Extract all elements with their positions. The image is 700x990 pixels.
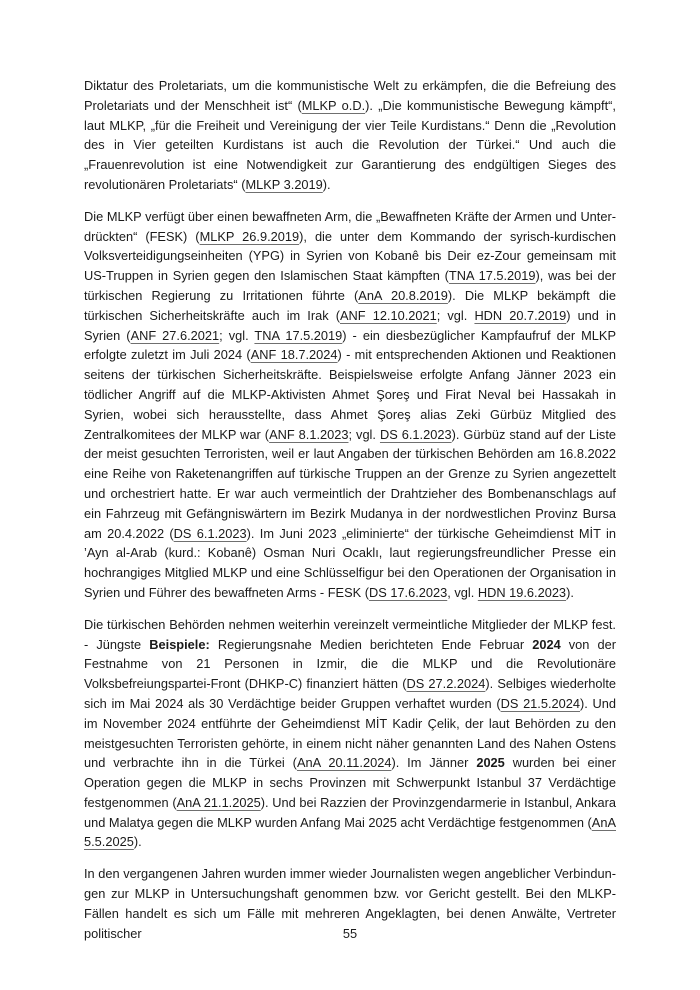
source-citation-link[interactable]: DS 21.5.2024: [500, 695, 580, 711]
text-run: ). Und im November 2024 entführte der Geheimdienst MİT Kadir Çelik, der laut Behörden zu den meistgesuchten Terroristen gehörte, in einem nicht näher genannten Land des Nahen Ostens und verbrachte ihn in die Türkei (: [84, 695, 616, 771]
text-run: ) und in Syrien (: [84, 307, 616, 343]
source-citation-link[interactable]: AnA 5.5.2025: [84, 814, 616, 850]
text-run: Die türkischen Behörden nehmen weiterhin vereinzelt vermeintliche Mitglieder der MLKP fest. - Jüngste: [84, 616, 616, 652]
text-run: Diktatur des Proletariats, um die kommunistische Welt zu erkämpfen, die die Befreiung des Proletariats und der Menschheit ist“ (: [84, 78, 616, 113]
text-run: ). „Die kommunistische Bewegung kämpft“, laut MLKP, „für die Freiheit und Vereinigung der vier Teile Kurdistans.“ Denn die „Revolution des in Vier geteilten Kurdistans ist auch die Revolution der Türkei.“ Und auch die „Frauenrevolution ist eine Notwendigkeit zur Garantierung des endgültigen Sieges des revolutionären Proletariats“ (: [84, 97, 616, 192]
bold-text: Beispiele:: [149, 636, 210, 652]
text-run: In den vergangenen Jahren wurden immer wieder Journalisten wegen angeblicher Verbindungen zur MLKP in Untersuchungshaft genommen bzw. vor Gericht gestellt. Bei den MLKP-Fällen handelt es sich um Fälle mit mehreren Angeklagten, bei denen Anwälte, Vertreter politischer: [84, 866, 616, 941]
bold-text: 2025: [476, 755, 505, 771]
text-run: ). Gürbüz stand auf der Liste der meist gesuchten Terroristen, weil er laut Angaben der türkischen Behörden am 16.8.2022 eine Reihe von Raketenangriffen auf türkische Truppen an der Grenze zu Syrien angezettelt und orchestriert hatte. Er war auch vermeintlich der Drahtzieher des Bombenanschlags auf ein Fahrzeug mit Gefängniswärtern im Bezirk Mudanya in der nordwestlichen Provinz Bursa am 20.4.2022 (: [84, 426, 617, 541]
document-body: [84, 76, 616, 955]
source-citation-link[interactable]: DS 6.1.2023: [379, 426, 452, 442]
text-run: ).: [322, 176, 331, 192]
source-citation-link[interactable]: MLKP 26.9.2019: [199, 228, 300, 244]
source-citation-link[interactable]: TNA 17.5.2019: [254, 327, 343, 343]
source-citation-link[interactable]: AnA 20.8.2019: [358, 287, 448, 303]
text-run: , vgl.: [447, 584, 478, 600]
source-citation-link[interactable]: ANF 8.1.2023: [269, 426, 349, 442]
paragraph: [84, 615, 616, 853]
source-citation-link[interactable]: TNA 17.5.2019: [448, 268, 536, 284]
text-run: wurden bei einer Operation gegen die MLKP in sechs Provinzen mit Schwerpunkt Istanbul 37 Verdächtige festgenommen (: [84, 755, 617, 810]
source-citation-link[interactable]: AnA 21.1.2025: [176, 794, 261, 810]
source-citation-link[interactable]: AnA 20.11.2024: [296, 755, 392, 771]
source-citation-link[interactable]: MLKP o.D.: [301, 97, 366, 113]
source-citation-link[interactable]: DS 17.6.2023: [368, 584, 448, 600]
text-run: ), die unter dem Kommando der syrisch-kurdischen Volksverteidigungseinheiten (YPG) in Syrien von Kobanê bis Deir ez-Zour gemeinsam mit US-Truppen in Syrien gegen den Islamischen Staat kämpften (: [84, 228, 616, 284]
text-run: von der Festnahme von 21 Personen in Izmir, die die MLKP und die Revolutionäre Volksbefreiungspartei-Front (DHKP-C) finanziert hätten (: [84, 636, 617, 692]
source-citation-link[interactable]: ANF 27.6.2021: [130, 327, 220, 343]
text-run: ).: [566, 584, 574, 600]
text-run: ), was bei der türkischen Regierung zu Irritationen führte (: [84, 268, 616, 303]
text-run: ) - ein diesbezüglicher Kampfaufruf der MLKP erfolgte zuletzt im Juli 2024 (: [84, 327, 616, 363]
text-run: ; vgl.: [436, 307, 475, 323]
source-citation-link[interactable]: ANF 18.7.2024: [250, 347, 338, 363]
source-citation-link[interactable]: HDN 19.6.2023: [477, 584, 567, 600]
text-run: ). Und bei Razzien der Provinzgendarmerie in Istanbul, Ankara und Malatya gegen die MLKP wurden Anfang Mai 2025 acht Verdächtige festgenommen (: [84, 794, 617, 830]
text-run: ). Im Jänner: [391, 755, 477, 771]
source-citation-link[interactable]: DS 6.1.2023: [173, 525, 247, 541]
text-run: ; vgl.: [219, 327, 255, 343]
page-number: 55: [342, 926, 358, 941]
source-citation-link[interactable]: HDN 20.7.2019: [474, 307, 567, 323]
text-run: ). Die MLKP bekämpft die türkischen Sicherheitskräfte auch im Irak (: [84, 287, 616, 323]
text-run: ). Selbiges wiederholte sich im Mai 2024 als 30 Verdächtige beider Gruppen verhaftet wurden (: [84, 676, 617, 711]
text-run: ).: [133, 834, 142, 850]
paragraph: [84, 76, 616, 195]
text-run: Regierungsnahe Medien berichteten Ende Februar: [209, 636, 533, 652]
paragraph: [84, 207, 616, 603]
text-run: ; vgl.: [348, 426, 380, 442]
source-citation-link[interactable]: DS 27.2.2024: [406, 676, 486, 692]
bold-text: 2024: [532, 636, 561, 652]
text-run: ). Im Juni 2023 „eliminierte“ der türkische Geheimdienst MİT in ’Ayn al-Arab (kurd.: Kobanê) Osman Nuri Ocaklı, laut regierungsfreundlicher Presse ein hochrangiges Mitglied MLKP und eine Schlüsselfigur bei den Operationen der Organisation in Syrien und Führer des bewaffneten Arms - FESK (: [84, 525, 616, 600]
text-run: Die MLKP verfügt über einen bewaffneten Arm, die „Bewaffneten Kräfte der Armen und Unterdrückten“ (FESK) (: [84, 208, 616, 244]
source-citation-link[interactable]: MLKP 3.2019: [245, 176, 323, 192]
text-run: ) - mit entsprechenden Aktionen und Reaktionen seitens der türkischen Sicherheitskräfte. Beispielsweise erfolgte Anfang Jänner 2023 ein tödlicher Angriff auf die MLKP-Aktivisten Ahmet Şoreş und Firat Neval bei Hassakah in Syrien, wobei sich herausstellte, dass Ahmet Şoreş alias Zeki Gürbüz Mitglied des Zentralkomitees der MLKP war (: [84, 347, 616, 442]
source-citation-link[interactable]: ANF 12.10.2021: [340, 307, 437, 323]
